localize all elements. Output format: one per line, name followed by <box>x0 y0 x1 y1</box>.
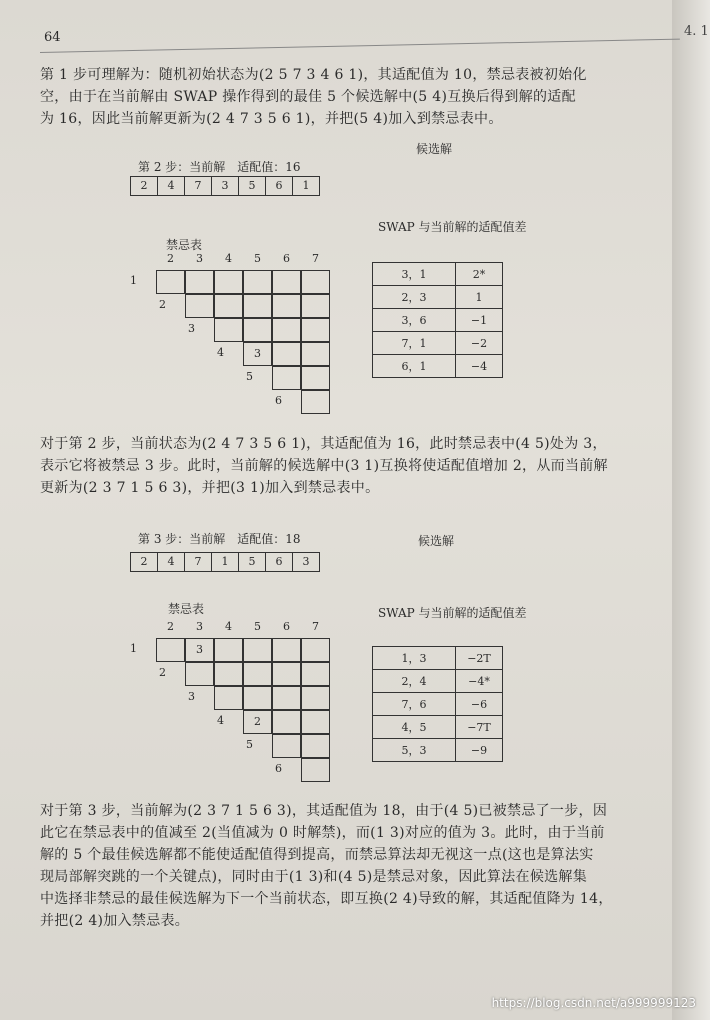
swap-delta: 2* <box>456 263 503 286</box>
tabu-cell <box>185 294 214 318</box>
tabu-cell <box>214 294 243 318</box>
tabu-col-header: 2 <box>167 252 174 265</box>
tabu-cell <box>185 662 214 686</box>
swap-pair: 6，1 <box>373 355 456 378</box>
step3-title: 第 3 步：当前解 适配值：18 <box>138 532 301 546</box>
tabu-col-header: 2 <box>167 620 174 633</box>
tabu-cell <box>214 638 243 662</box>
tabu-col-header: 6 <box>283 252 290 265</box>
tabu-col-header: 4 <box>225 252 232 265</box>
tabu-cell <box>301 390 330 414</box>
tabu-cell <box>301 342 330 366</box>
tabu-col-header: 3 <box>196 620 203 633</box>
tabu-cell <box>272 270 301 294</box>
swap-delta: −4* <box>456 670 503 693</box>
tabu-row-label: 1 <box>130 274 137 287</box>
swap-pair: 1，3 <box>373 647 456 670</box>
swap-row <box>373 739 503 762</box>
step2-paragraph: 对于第 2 步，当前状态为(2 4 7 3 5 6 1)，其适配值为 16，此时禁忌表中(4 5)处为 3， 表示它将被禁忌 3 步。此时，当前解的候选解中(3 1)互换将使适配值增加 2，从而当前解 更新为(2 3 7 1 5 6 3)，并把(3 1)加入到禁忌表中。 <box>40 436 608 496</box>
tabu-cell <box>243 294 272 318</box>
tabu-cell <box>272 686 301 710</box>
tabu-row-label: 1 <box>130 642 137 655</box>
swap-delta: 1 <box>456 286 503 309</box>
tabu-cell <box>301 366 330 390</box>
tabu-cell <box>301 294 330 318</box>
solution-cell: 2 <box>131 177 158 195</box>
step3-paragraph: 对于第 3 步，当前解为(2 3 7 1 5 6 3)，其适配值为 18，由于(4 5)已被禁忌了一步，因 此它在禁忌表中的值减至 2(当值减为 0 时解禁)，而(1 3)对应的值为 3。此时，由于当前 解的 5 个最佳候选解都不能使适配值得到提高，而禁忌算法却无视这一点(这也是算法实 现局部解突跳的一个关键点)，同时由于(1 3)和(4 5)是禁忌对象，因此算法在候选解集 中选择非禁忌的最佳候选解为下一个当前状态，即互换(2 4)导致的解，其适配值降为 14， 并把(2 4)加入禁忌表。 <box>40 803 613 929</box>
tabu-cell <box>272 318 301 342</box>
tabu-cell <box>272 342 301 366</box>
tabu-cell <box>214 662 243 686</box>
tabu-cell <box>185 270 214 294</box>
swap-delta: −2T <box>456 647 503 670</box>
swap-pair: 3，1 <box>373 263 456 286</box>
swap-row <box>373 647 503 670</box>
watermark-url: https://blog.csdn.net/a999999123 <box>491 996 696 1010</box>
tabu-cell: 3 <box>185 638 214 662</box>
tabu-col-header: 5 <box>254 252 261 265</box>
tabu-cell <box>272 662 301 686</box>
tabu-row-label: 6 <box>275 394 282 407</box>
tabu-cell <box>214 270 243 294</box>
page-number: 64 <box>44 30 61 45</box>
swap-row <box>373 670 503 693</box>
tabu-cell <box>301 686 330 710</box>
tabu-cell <box>272 638 301 662</box>
tabu-cell <box>156 638 185 662</box>
tabu-row-label: 5 <box>246 370 253 383</box>
next-page-edge-text: 4. 1 <box>684 24 709 39</box>
step2-candidates-label: 候选解 <box>416 142 453 156</box>
tabu-cell <box>214 318 243 342</box>
tabu-col-header: 7 <box>312 252 319 265</box>
solution-cell: 6 <box>266 177 293 195</box>
tabu-col-header: 6 <box>283 620 290 633</box>
tabu-cell <box>301 758 330 782</box>
tabu-cell <box>272 294 301 318</box>
solution-cell: 5 <box>239 177 266 195</box>
swap-delta: −4 <box>456 355 503 378</box>
step3-swap-title: SWAP 与当前解的适配值差 <box>378 606 527 620</box>
swap-delta: −9 <box>456 739 503 762</box>
solution-cell: 6 <box>266 553 293 571</box>
solution-cell: 1 <box>302 179 310 192</box>
step3-candidates-label: 候选解 <box>418 534 455 548</box>
tabu-cell <box>243 318 272 342</box>
tabu-col-header: 7 <box>312 620 319 633</box>
swap-delta: −2 <box>456 332 503 355</box>
tabu-row-label: 3 <box>188 322 195 335</box>
swap-pair: 3，6 <box>373 309 456 332</box>
tabu-col-header: 3 <box>196 252 203 265</box>
step3-tabu-label: 禁忌表 <box>168 602 205 616</box>
swap-pair: 2，4 <box>373 670 456 693</box>
tabu-row-label: 2 <box>159 666 166 679</box>
tabu-cell <box>272 710 301 734</box>
tabu-col-header: 5 <box>254 620 261 633</box>
tabu-cell <box>156 270 185 294</box>
tabu-row-label: 5 <box>246 738 253 751</box>
solution-cell: 7 <box>185 177 212 195</box>
step2-title: 第 2 步：当前解 适配值：16 <box>138 160 301 174</box>
tabu-cell <box>243 662 272 686</box>
swap-row <box>373 355 503 378</box>
tabu-cell <box>301 638 330 662</box>
step3-swap-table <box>372 646 503 762</box>
step2-solution-row <box>130 176 320 196</box>
intro-paragraph: 第 1 步可理解为：随机初始状态为(2 5 7 3 4 6 1)，其适配值为 10，禁忌表被初始化 空，由于在当前解由 SWAP 操作得到的最佳 5 个候选解中(5 4)互换后得到解的适配 为 16，因此当前解更新为(2 4 7 3 5 6 1)，并把(5 4)加入到禁忌表中。 <box>40 67 587 127</box>
step2-swap-title: SWAP 与当前解的适配值差 <box>378 220 527 234</box>
swap-pair: 2，3 <box>373 286 456 309</box>
tabu-cell <box>301 270 330 294</box>
swap-pair: 7，1 <box>373 332 456 355</box>
tabu-cell <box>301 662 330 686</box>
solution-cell: 1 <box>212 553 239 571</box>
swap-delta: −6 <box>456 693 503 716</box>
solution-cell: 4 <box>158 553 185 571</box>
swap-row <box>373 309 503 332</box>
swap-pair: 7，6 <box>373 693 456 716</box>
swap-row <box>373 263 503 286</box>
tabu-row-label: 6 <box>275 762 282 775</box>
tabu-cell <box>301 710 330 734</box>
solution-cell: 3 <box>302 555 310 568</box>
swap-row <box>373 332 503 355</box>
swap-row <box>373 286 503 309</box>
swap-row <box>373 716 503 739</box>
tabu-cell <box>243 686 272 710</box>
solution-cell: 4 <box>158 177 185 195</box>
tabu-row-label: 2 <box>159 298 166 311</box>
tabu-row-label: 4 <box>217 714 224 727</box>
tabu-cell <box>272 734 301 758</box>
tabu-cell: 2 <box>243 710 272 734</box>
solution-cell: 3 <box>212 177 239 195</box>
tabu-row-label: 3 <box>188 690 195 703</box>
tabu-cell <box>301 734 330 758</box>
step3-solution-row <box>130 552 320 572</box>
tabu-cell <box>243 638 272 662</box>
solution-cell: 5 <box>239 553 266 571</box>
swap-pair: 5，3 <box>373 739 456 762</box>
tabu-cell <box>272 366 301 390</box>
solution-cell: 7 <box>185 553 212 571</box>
step2-swap-table <box>372 262 503 378</box>
tabu-cell <box>301 318 330 342</box>
step2-tabu-label: 禁忌表 <box>166 238 203 252</box>
swap-delta: −1 <box>456 309 503 332</box>
swap-pair: 4，5 <box>373 716 456 739</box>
swap-row <box>373 693 503 716</box>
tabu-row-label: 4 <box>217 346 224 359</box>
tabu-cell: 3 <box>243 342 272 366</box>
solution-cell: 2 <box>131 553 158 571</box>
tabu-cell <box>214 686 243 710</box>
tabu-col-header: 4 <box>225 620 232 633</box>
swap-delta: −7T <box>456 716 503 739</box>
tabu-cell <box>243 270 272 294</box>
